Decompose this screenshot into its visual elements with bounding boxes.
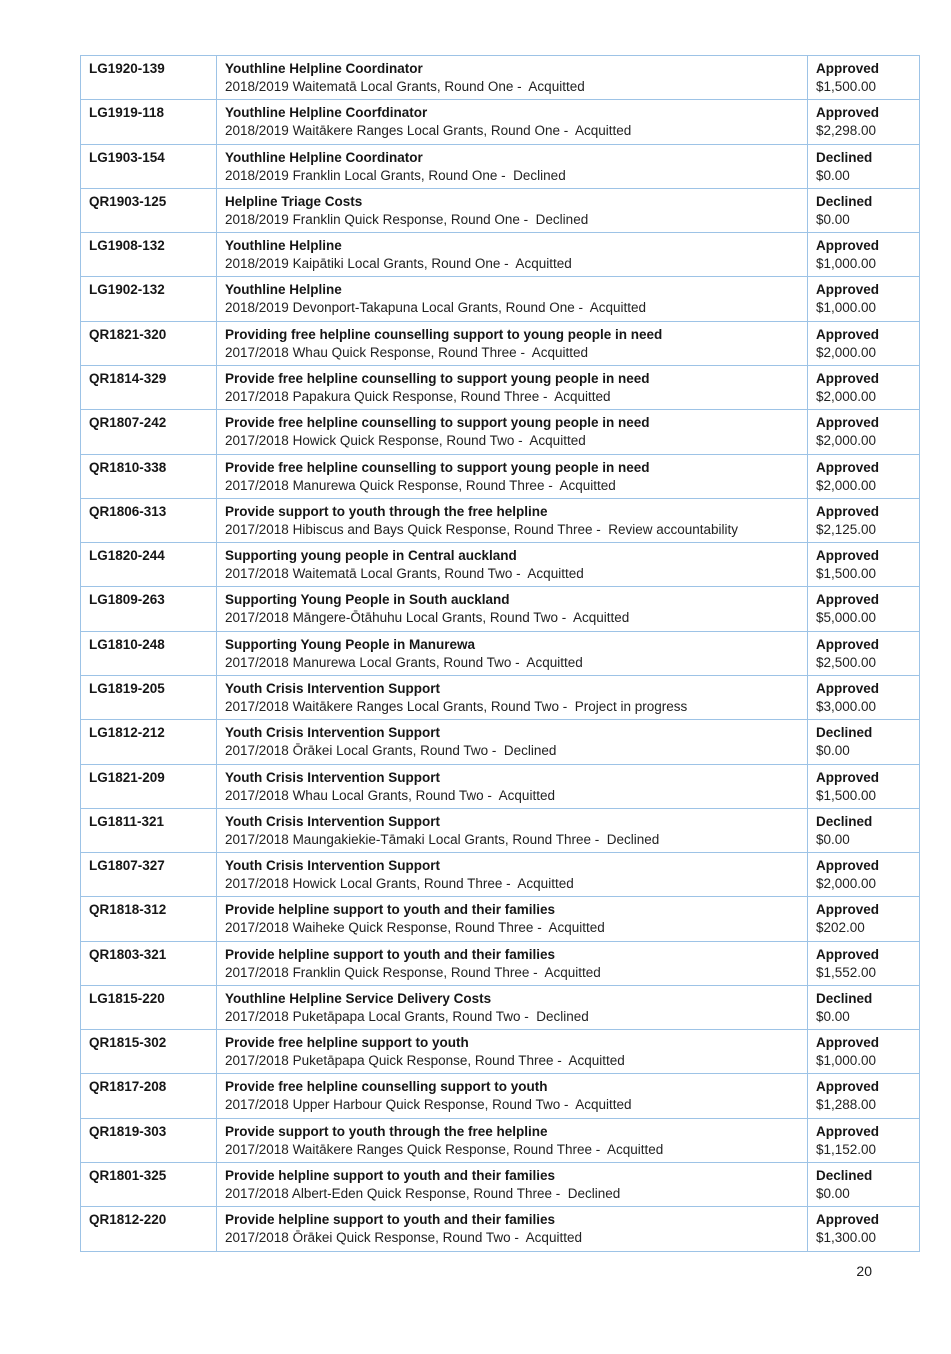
grant-detail: 2018/2019 Kaipātiki Local Grants, Round One - Acquitted [225, 256, 572, 272]
grant-status-cell [808, 410, 920, 454]
grant-amount: $2,500.00 [816, 654, 877, 670]
grant-description-cell [217, 764, 808, 808]
grant-title: Supporting young people in Central auckland [225, 548, 517, 564]
grant-description-cell [217, 321, 808, 365]
grant-title: Youth Crisis Intervention Support [225, 813, 441, 829]
grant-id: QR1903-125 [89, 193, 167, 209]
grant-status: Declined [816, 193, 873, 209]
grant-status: Approved [816, 105, 880, 121]
grant-title: Supporting Young People in South auckland [225, 592, 510, 608]
grant-status-cell [808, 1074, 920, 1118]
grant-title: Providing free helpline counselling support to young people in need [225, 326, 663, 342]
grant-status-cell [808, 321, 920, 365]
grant-status: Approved [816, 680, 880, 696]
table-row [81, 631, 920, 675]
grant-status: Approved [816, 902, 880, 918]
grant-id: LG1811-321 [89, 813, 165, 829]
grant-id-cell [81, 587, 217, 631]
grant-status: Approved [816, 326, 880, 342]
grant-detail: 2017/2018 Māngere-Ōtāhuhu Local Grants, Round Two - Acquitted [225, 610, 630, 626]
grant-title: Provide support to youth through the free helpline [225, 503, 548, 519]
table-row [81, 720, 920, 764]
table-row [81, 764, 920, 808]
grant-detail: 2017/2018 Ōrākei Local Grants, Round Two - Declined [225, 743, 557, 759]
grant-status: Declined [816, 813, 873, 829]
grant-description-cell [217, 498, 808, 542]
grant-id-cell [81, 144, 217, 188]
grant-id: LG1919-118 [89, 105, 165, 121]
grant-title: Provide helpline support to youth and their families [225, 1212, 556, 1228]
grant-id-cell [81, 233, 217, 277]
grant-id: QR1818-312 [89, 902, 167, 918]
grant-amount: $0.00 [816, 167, 850, 183]
grant-status: Declined [816, 1168, 873, 1184]
grant-id-cell [81, 1118, 217, 1162]
grant-status-cell [808, 498, 920, 542]
grant-amount: $2,000.00 [816, 477, 877, 493]
table-row [81, 808, 920, 852]
grant-status: Approved [816, 459, 880, 475]
grant-detail: 2017/2018 Waiheke Quick Response, Round Three - Acquitted [225, 920, 605, 936]
grant-detail: 2017/2018 Waitematā Local Grants, Round Two - Acquitted [225, 566, 584, 582]
grant-status: Approved [816, 282, 880, 298]
grant-id: QR1807-242 [89, 415, 167, 431]
grant-id: LG1812-212 [89, 725, 165, 741]
grant-description-cell [217, 277, 808, 321]
page-number: 20 [856, 1263, 872, 1279]
grant-detail: 2017/2018 Whau Quick Response, Round Three - Acquitted [225, 344, 588, 360]
table-row [81, 454, 920, 498]
grant-id: QR1810-338 [89, 459, 167, 475]
grant-status-cell [808, 720, 920, 764]
grant-title: Provide helpline support to youth and their families [225, 1168, 556, 1184]
grant-amount: $202.00 [816, 920, 865, 936]
grant-status: Approved [816, 769, 880, 785]
grant-status-cell [808, 853, 920, 897]
grant-id: QR1814-329 [89, 370, 167, 386]
grant-status: Approved [816, 592, 880, 608]
grant-id-cell [81, 100, 217, 144]
grant-id-cell [81, 675, 217, 719]
grant-title: Youthline Helpline [225, 238, 342, 254]
grant-detail: 2017/2018 Howick Quick Response, Round Two - Acquitted [225, 433, 586, 449]
grant-id: QR1817-208 [89, 1079, 167, 1095]
grant-id: LG1815-220 [89, 990, 165, 1006]
grant-id: LG1809-263 [89, 592, 165, 608]
grant-description-cell [217, 1118, 808, 1162]
grant-description-cell [217, 1030, 808, 1074]
grant-detail: 2017/2018 Puketāpapa Local Grants, Round Two - Declined [225, 1008, 589, 1024]
grant-title: Helpline Triage Costs [225, 193, 363, 209]
grant-amount: $2,000.00 [816, 433, 877, 449]
grant-title: Youthline Helpline Service Delivery Costs [225, 990, 492, 1006]
table-row [81, 321, 920, 365]
table-row [81, 1030, 920, 1074]
grant-status: Declined [816, 149, 873, 165]
grant-id-cell [81, 1074, 217, 1118]
table-row [81, 1207, 920, 1252]
table-row [81, 100, 920, 144]
grant-status: Declined [816, 990, 873, 1006]
grant-status-cell [808, 675, 920, 719]
grant-id-cell [81, 720, 217, 764]
grant-description-cell [217, 897, 808, 941]
grant-amount: $1,300.00 [816, 1230, 877, 1246]
grant-description-cell [217, 233, 808, 277]
grant-description-cell [217, 675, 808, 719]
grant-status: Approved [816, 61, 880, 76]
grant-description-cell [217, 1207, 808, 1252]
grant-amount: $2,000.00 [816, 876, 877, 892]
grant-status-cell [808, 188, 920, 232]
grants-table [80, 55, 920, 1252]
grant-description-cell [217, 454, 808, 498]
grant-detail: 2018/2019 Waitematā Local Grants, Round One - Acquitted [225, 79, 585, 94]
grant-detail: 2017/2018 Albert-Eden Quick Response, Round Three - Declined [225, 1186, 621, 1202]
grant-detail: 2017/2018 Howick Local Grants, Round Three - Acquitted [225, 876, 574, 892]
grant-amount: $1,000.00 [816, 1053, 877, 1069]
grant-status: Approved [816, 415, 880, 431]
grant-description-cell [217, 100, 808, 144]
table-row [81, 56, 920, 100]
table-row [81, 587, 920, 631]
grant-detail: 2017/2018 Waitākere Ranges Local Grants, Round Two - Project in progress [225, 698, 688, 714]
table-row [81, 853, 920, 897]
table-row [81, 941, 920, 985]
grant-id: LG1902-132 [89, 282, 165, 298]
grant-amount: $1,500.00 [816, 787, 877, 803]
grant-detail: 2018/2019 Devonport-Takapuna Local Grants, Round One - Acquitted [225, 300, 647, 316]
grant-detail: 2017/2018 Puketāpapa Quick Response, Round Three - Acquitted [225, 1053, 625, 1069]
grant-id: QR1821-320 [89, 326, 167, 342]
grant-detail: 2018/2019 Waitākere Ranges Local Grants, Round One - Acquitted [225, 123, 632, 139]
grant-amount: $2,000.00 [816, 344, 877, 360]
grant-amount: $1,500.00 [816, 79, 877, 94]
grant-amount: $0.00 [816, 743, 850, 759]
grant-id-cell [81, 498, 217, 542]
grant-id-cell [81, 543, 217, 587]
grant-amount: $3,000.00 [816, 698, 877, 714]
grant-detail: 2018/2019 Franklin Local Grants, Round One - Declined [225, 167, 566, 183]
table-row [81, 233, 920, 277]
grant-status-cell [808, 764, 920, 808]
grant-title: Youthline Helpline Coordinator [225, 149, 423, 165]
grant-amount: $1,288.00 [816, 1097, 877, 1113]
grant-id-cell [81, 365, 217, 409]
grant-title: Youth Crisis Intervention Support [225, 680, 441, 696]
grant-description-cell [217, 1074, 808, 1118]
grant-status: Approved [816, 370, 880, 386]
grant-id-cell [81, 985, 217, 1029]
grant-detail: 2017/2018 Waitākere Ranges Quick Response, Round Three - Acquitted [225, 1141, 664, 1157]
grant-id-cell [81, 1207, 217, 1252]
grant-title: Youth Crisis Intervention Support [225, 858, 441, 874]
grant-description-cell [217, 808, 808, 852]
grant-id-cell [81, 897, 217, 941]
grant-detail: 2017/2018 Maungakiekie-Tāmaki Local Grants, Round Three - Declined [225, 831, 660, 847]
grant-title: Provide free helpline counselling to support young people in need [225, 370, 650, 386]
grant-description-cell [217, 720, 808, 764]
grant-status-cell [808, 587, 920, 631]
grant-status-cell [808, 1207, 920, 1252]
grant-title: Provide free helpline counselling to support young people in need [225, 415, 650, 431]
grant-status-cell [808, 1030, 920, 1074]
grant-id: LG1908-132 [89, 238, 165, 254]
grant-amount: $1,000.00 [816, 256, 877, 272]
grant-description-cell [217, 188, 808, 232]
grant-amount: $2,000.00 [816, 388, 877, 404]
grant-title: Provide free helpline support to youth [225, 1035, 469, 1051]
grant-status: Approved [816, 548, 880, 564]
grant-status: Declined [816, 725, 873, 741]
grant-detail: 2017/2018 Whau Local Grants, Round Two - Acquitted [225, 787, 555, 803]
grant-status-cell [808, 1118, 920, 1162]
grant-id-cell [81, 853, 217, 897]
grant-description-cell [217, 56, 808, 100]
grant-status-cell [808, 233, 920, 277]
grant-status-cell [808, 985, 920, 1029]
grant-amount: $0.00 [816, 1008, 850, 1024]
grant-status-cell [808, 941, 920, 985]
grant-id: QR1819-303 [89, 1123, 167, 1139]
grant-status: Approved [816, 1035, 880, 1051]
grant-id: LG1820-244 [89, 548, 165, 564]
grant-title: Provide helpline support to youth and their families [225, 902, 556, 918]
table-row [81, 675, 920, 719]
grant-id-cell [81, 808, 217, 852]
grant-description-cell [217, 941, 808, 985]
grant-description-cell [217, 410, 808, 454]
grant-status: Approved [816, 1123, 880, 1139]
table-row [81, 543, 920, 587]
grant-detail: 2017/2018 Hibiscus and Bays Quick Response, Round Three - Review accountability [225, 521, 739, 537]
table-row [81, 144, 920, 188]
grant-status-cell [808, 100, 920, 144]
grant-id: LG1920-139 [89, 61, 165, 76]
grant-title: Youth Crisis Intervention Support [225, 769, 441, 785]
grant-description-cell [217, 543, 808, 587]
grant-id-cell [81, 277, 217, 321]
grant-id: QR1806-313 [89, 503, 167, 519]
grant-amount: $0.00 [816, 211, 850, 227]
grant-description-cell [217, 631, 808, 675]
grant-title: Youthline Helpline Coorfdinator [225, 105, 428, 121]
grant-amount: $2,125.00 [816, 521, 877, 537]
grant-description-cell [217, 587, 808, 631]
table-row [81, 277, 920, 321]
grant-id: QR1803-321 [89, 946, 167, 962]
grant-id: LG1810-248 [89, 636, 165, 652]
grant-status-cell [808, 808, 920, 852]
grant-detail: 2017/2018 Manurewa Local Grants, Round Two - Acquitted [225, 654, 583, 670]
table-row [81, 1163, 920, 1207]
grant-status-cell [808, 631, 920, 675]
grant-status-cell [808, 897, 920, 941]
grant-id-cell [81, 1163, 217, 1207]
grant-amount: $1,000.00 [816, 300, 877, 316]
table-row [81, 188, 920, 232]
table-row [81, 498, 920, 542]
grant-detail: 2017/2018 Upper Harbour Quick Response, Round Two - Acquitted [225, 1097, 632, 1113]
grant-status: Approved [816, 238, 880, 254]
grant-status: Approved [816, 1079, 880, 1095]
grant-title: Provide helpline support to youth and their families [225, 946, 556, 962]
grant-amount: $5,000.00 [816, 610, 877, 626]
grant-status-cell [808, 277, 920, 321]
grant-id: LG1903-154 [89, 149, 165, 165]
grant-title: Supporting Young People in Manurewa [225, 636, 476, 652]
grant-title: Youth Crisis Intervention Support [225, 725, 441, 741]
grant-id: QR1801-325 [89, 1168, 167, 1184]
grant-status-cell [808, 144, 920, 188]
grant-status-cell [808, 56, 920, 100]
table-row [81, 897, 920, 941]
grant-description-cell [217, 365, 808, 409]
table-row [81, 1118, 920, 1162]
grant-status-cell [808, 543, 920, 587]
grant-id-cell [81, 631, 217, 675]
grant-id: LG1807-327 [89, 858, 165, 874]
grant-title: Provide support to youth through the free helpline [225, 1123, 548, 1139]
grants-table-body [81, 56, 920, 1252]
grant-id-cell [81, 321, 217, 365]
grant-detail: 2017/2018 Papakura Quick Response, Round Three - Acquitted [225, 388, 611, 404]
grant-amount: $1,500.00 [816, 566, 877, 582]
grant-id-cell [81, 56, 217, 100]
table-row [81, 365, 920, 409]
grant-status-cell [808, 1163, 920, 1207]
grant-title: Youthline Helpline Coordinator [225, 61, 423, 76]
grant-id: LG1819-205 [89, 680, 165, 696]
grant-amount: $1,552.00 [816, 964, 877, 980]
grant-amount: $0.00 [816, 1186, 850, 1202]
grant-status-cell [808, 365, 920, 409]
grant-detail: 2018/2019 Franklin Quick Response, Round One - Declined [225, 211, 589, 227]
grant-amount: $2,298.00 [816, 123, 877, 139]
grant-title: Provide free helpline counselling support to youth [225, 1079, 548, 1095]
grant-status-cell [808, 454, 920, 498]
table-row [81, 1074, 920, 1118]
grant-description-cell [217, 144, 808, 188]
grant-status: Approved [816, 636, 880, 652]
grant-title: Provide free helpline counselling to support young people in need [225, 459, 650, 475]
grant-status: Approved [816, 503, 880, 519]
grant-detail: 2017/2018 Ōrākei Quick Response, Round Two - Acquitted [225, 1230, 582, 1246]
grant-id: LG1821-209 [89, 769, 165, 785]
grant-id-cell [81, 188, 217, 232]
grant-status: Approved [816, 1212, 880, 1228]
grant-description-cell [217, 1163, 808, 1207]
grant-id-cell [81, 764, 217, 808]
grant-detail: 2017/2018 Franklin Quick Response, Round Three - Acquitted [225, 964, 601, 980]
grant-id: QR1812-220 [89, 1212, 167, 1228]
grant-status: Approved [816, 858, 880, 874]
grant-status: Approved [816, 946, 880, 962]
grant-id-cell [81, 410, 217, 454]
table-row [81, 985, 920, 1029]
table-row [81, 410, 920, 454]
grant-amount: $1,152.00 [816, 1141, 877, 1157]
grant-id: QR1815-302 [89, 1035, 167, 1051]
grant-title: Youthline Helpline [225, 282, 342, 298]
grant-amount: $0.00 [816, 831, 850, 847]
grant-description-cell [217, 853, 808, 897]
grant-id-cell [81, 454, 217, 498]
grant-id-cell [81, 1030, 217, 1074]
grant-id-cell [81, 941, 217, 985]
grant-description-cell [217, 985, 808, 1029]
grant-detail: 2017/2018 Manurewa Quick Response, Round Three - Acquitted [225, 477, 616, 493]
